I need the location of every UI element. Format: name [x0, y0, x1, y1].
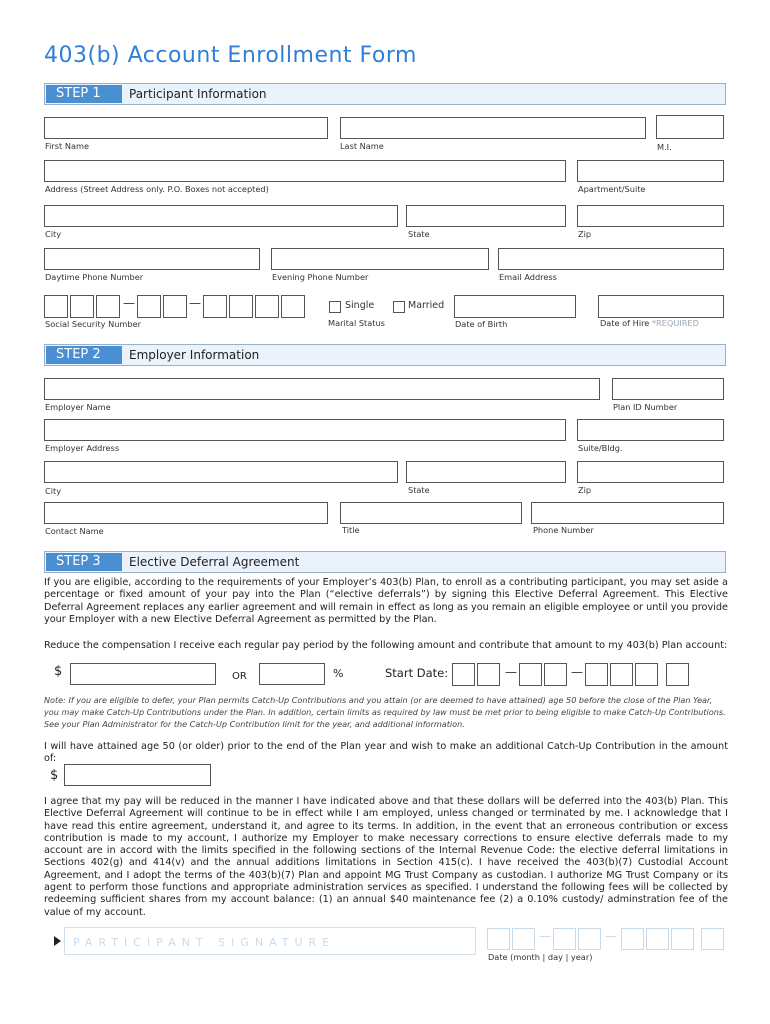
doh-label: Date of Hire *REQUIRED	[600, 318, 699, 328]
start-day-box[interactable]	[519, 663, 542, 686]
dollar-sign-2: $	[50, 768, 59, 783]
step1-title: Participant Information	[129, 87, 267, 101]
start-month-box[interactable]	[477, 663, 500, 686]
married-checkbox[interactable]	[393, 301, 405, 313]
email-field[interactable]	[498, 248, 724, 270]
step2-badge: STEP 2	[46, 346, 122, 364]
start-year-box[interactable]	[610, 663, 633, 686]
last-name-field[interactable]	[340, 117, 646, 139]
date-separator: —	[605, 929, 617, 943]
address-field[interactable]	[44, 160, 566, 182]
email-label: Email Address	[499, 272, 557, 282]
reduce-paragraph: Reduce the compensation I receive each regular pay period by the following amount and contribute that amount to my 403(b) Plan account:	[44, 640, 728, 651]
sign-year-box[interactable]	[646, 928, 669, 950]
ssn-digit-box[interactable]	[229, 295, 253, 318]
step3-header	[44, 551, 726, 573]
start-year-box[interactable]	[666, 663, 689, 686]
step3-badge: STEP 3	[46, 553, 122, 571]
ssn-digit-box[interactable]	[96, 295, 120, 318]
step1-badge: STEP 1	[46, 85, 122, 103]
single-checkbox[interactable]	[329, 301, 341, 313]
percent-sign: %	[333, 667, 344, 680]
ssn-digit-box[interactable]	[281, 295, 305, 318]
start-year-box[interactable]	[635, 663, 658, 686]
first-name-label: First Name	[45, 141, 89, 151]
phone-number-label: Phone Number	[533, 525, 594, 535]
ssn-separator: —	[123, 296, 135, 310]
marital-status-label: Marital Status	[328, 318, 385, 328]
employer-name-field[interactable]	[44, 378, 600, 400]
sign-year-box[interactable]	[621, 928, 644, 950]
last-name-label: Last Name	[340, 141, 384, 151]
catchup-amount-field[interactable]	[64, 764, 211, 786]
required-note: *REQUIRED	[651, 318, 699, 328]
amount-field[interactable]	[70, 663, 216, 685]
start-year-box[interactable]	[585, 663, 608, 686]
agreement-paragraph: I agree that my pay will be reduced in the manner I have indicated above and that these dollars will be deferred into the 403(b) Plan. This Elective Deferral Agreement will continue to be in effect while I am employed, unless changed or terminated by me. I acknowledge that I have read this entire agreement, understand it, and agree to its terms. In addition, in the event that an erroneous contribution or excess contribution is made to my account, I authorize my Employer to make necessary corrections to ensure elective deferrals made to my account are in accord with the limits specified in the following sections of the Internal Revenue Code: the elective deferral limitations in Sections 402(g) and 414(v) and the annual additions limitations in Section 415(c). I have received the 403(b)(7) Custodial Account Agreement, and I adopt the terms of the 403(b)(7) Plan and appoint MG Trust Company as custodian. I authorize MG Trust Company or its agent to perform those functions and appropriate administration services as specified. I understand the following fees will be collected by redeeming sufficient shares from my account balance: (1) an annual $40 maintenance fee (2) a 0.10% custody/ adminstration fee of the value of my account.	[44, 796, 728, 918]
zip-label: Zip	[578, 229, 592, 239]
dollar-sign: $	[54, 664, 63, 679]
daytime-phone-field[interactable]	[44, 248, 260, 270]
employer-zip-field[interactable]	[577, 461, 724, 483]
plan-id-label: Plan ID Number	[613, 402, 678, 412]
state-field[interactable]	[406, 205, 566, 227]
sign-day-box[interactable]	[553, 928, 576, 950]
apartment-label: Apartment/Suite	[578, 184, 646, 194]
phone-number-field[interactable]	[531, 502, 724, 524]
step2-header	[44, 344, 726, 366]
ssn-separator: —	[189, 296, 201, 310]
date-separator: —	[571, 665, 583, 679]
first-name-field[interactable]	[44, 117, 328, 139]
sign-year-box[interactable]	[701, 928, 724, 950]
apartment-field[interactable]	[577, 160, 724, 182]
sign-month-box[interactable]	[512, 928, 535, 950]
evening-phone-label: Evening Phone Number	[272, 272, 369, 282]
signature-field[interactable]	[64, 927, 476, 955]
start-month-box[interactable]	[452, 663, 475, 686]
catchup-note: Note: If you are eligible to defer, your Plan permits Catch-Up Contributions and you attain (or are deemed to have attained) age 50 before the close of the Plan Year, you may make Catch-Up Contributions under the Plan. In addition, certain limits as required by law must be met prior to being eligible to make Catch-Up Contributions. See your Plan Administrator for the Catch-Up Contribution limit for the year, and additional information.	[44, 695, 726, 730]
date-format-label: Date (month | day | year)	[488, 952, 593, 962]
ssn-digit-box[interactable]	[163, 295, 187, 318]
suite-field[interactable]	[577, 419, 724, 441]
date-of-hire-field[interactable]	[598, 295, 724, 318]
suite-label: Suite/Bldg.	[578, 443, 623, 453]
ssn-digit-box[interactable]	[255, 295, 279, 318]
contact-name-field[interactable]	[44, 502, 328, 524]
catchup-paragraph: I will have attained age 50 (or older) prior to the end of the Plan year and wish to make an additional Catch-Up Contribution in the amount of:	[44, 741, 728, 765]
zip-field[interactable]	[577, 205, 724, 227]
sign-day-box[interactable]	[578, 928, 601, 950]
sign-year-box[interactable]	[671, 928, 694, 950]
employer-address-label: Employer Address	[45, 443, 120, 453]
married-label: Married	[408, 300, 445, 311]
employer-address-field[interactable]	[44, 419, 566, 441]
date-separator: —	[505, 665, 517, 679]
employer-city-label: City	[45, 486, 62, 496]
or-label: OR	[232, 671, 247, 682]
dob-label: Date of Birth	[455, 319, 508, 329]
title-field[interactable]	[340, 502, 522, 524]
sign-month-box[interactable]	[487, 928, 510, 950]
page-title: 403(b) Account Enrollment Form	[44, 43, 417, 68]
step3-title: Elective Deferral Agreement	[129, 555, 300, 569]
employer-state-label: State	[408, 485, 430, 495]
state-label: State	[408, 229, 430, 239]
step2-title: Employer Information	[129, 348, 260, 362]
contact-name-label: Contact Name	[45, 526, 104, 536]
ssn-digit-box[interactable]	[70, 295, 94, 318]
intro-paragraph: If you are eligible, according to the requirements of your Employer’s 403(b) Plan, to enroll as a contributing participant, you may set aside a percentage or fixed amount of your pay into the Plan (“elective deferrals”) by signing this Elective Deferral Agreement. This Elective Deferral Agreement replaces any earlier agreement and will remain in effect as long as you remain an eligible employee or until you provide your Employer with a new Elective Deferral Agreement as permitted by the Plan.	[44, 577, 728, 625]
employer-zip-label: Zip	[578, 485, 592, 495]
start-day-box[interactable]	[544, 663, 567, 686]
mi-label: M.I.	[657, 142, 672, 152]
ssn-digit-box[interactable]	[44, 295, 68, 318]
ssn-label: Social Security Number	[45, 319, 141, 329]
signature-placeholder: PARTICIPANT SIGNATURE	[73, 936, 336, 949]
title-label: Title	[342, 525, 360, 535]
start-date-label: Start Date:	[385, 666, 449, 680]
address-label: Address (Street Address only. P.O. Boxes not accepted)	[45, 184, 269, 194]
employer-state-field[interactable]	[406, 461, 566, 483]
daytime-phone-label: Daytime Phone Number	[45, 272, 144, 282]
employer-city-field[interactable]	[44, 461, 398, 483]
percent-field[interactable]	[259, 663, 325, 685]
single-label: Single	[345, 300, 375, 311]
city-field[interactable]	[44, 205, 398, 227]
ssn-digit-box[interactable]	[203, 295, 227, 318]
plan-id-field[interactable]	[612, 378, 724, 400]
city-label: City	[45, 229, 62, 239]
dob-field[interactable]	[454, 295, 576, 318]
ssn-digit-box[interactable]	[137, 295, 161, 318]
evening-phone-field[interactable]	[271, 248, 489, 270]
employer-name-label: Employer Name	[45, 402, 111, 412]
date-separator: —	[539, 929, 551, 943]
step1-header	[44, 83, 726, 105]
arrow-right-icon	[54, 936, 61, 946]
mi-field[interactable]	[656, 115, 724, 139]
